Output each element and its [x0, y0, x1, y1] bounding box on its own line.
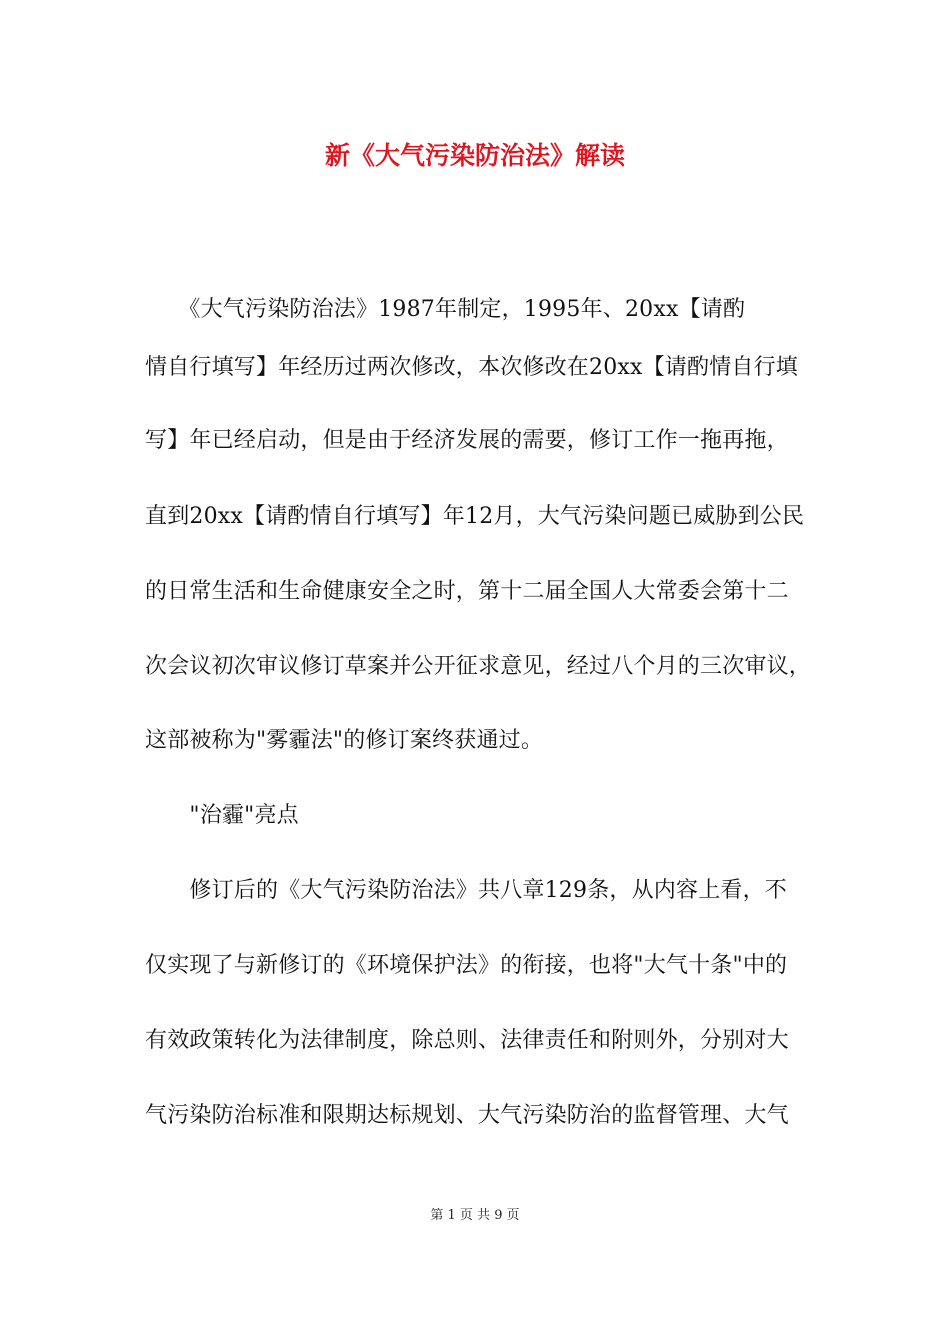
body-line: 修订后的《大气污染防治法》共八章129条，从内容上看，不	[145, 878, 787, 903]
body-line: 这部被称为"雾霾法"的修订案终获通过。	[145, 728, 544, 753]
body-line: 仅实现了与新修订的《环境保护法》的衔接，也将"大气十条"中的	[145, 953, 788, 978]
body-line: 写】年已经启动，但是由于经济发展的需要，修订工作一拖再拖，	[145, 428, 789, 453]
body-line: 有效政策转化为法律制度，除总则、法律责任和附则外，分别对大	[145, 1028, 789, 1053]
body-line: 的日常生活和生命健康安全之时，第十二届全国人大常委会第十二	[145, 579, 789, 604]
body-line: 次会议初次审议修订草案并公开征求意见，经过八个月的三次审议，	[145, 654, 812, 679]
body-line: 情自行填写】年经历过两次修改，本次修改在20xx【请酌情自行填	[145, 355, 799, 380]
body-line: 《大气污染防治法》1987年制定，1995年、20xx【请酌	[145, 297, 746, 322]
body-line: 气污染防治标准和限期达标规划、大气污染防治的监督管理、大气	[145, 1103, 789, 1128]
document-title: 新《大气污染防治法》解读	[324, 141, 625, 170]
section-heading: "治霾"亮点	[145, 803, 299, 828]
page-number-footer: 第 1 页 共 9 页	[430, 1208, 520, 1223]
body-line: 直到20xx【请酌情自行填写】年12月，大气污染问题已威胁到公民	[145, 504, 805, 529]
